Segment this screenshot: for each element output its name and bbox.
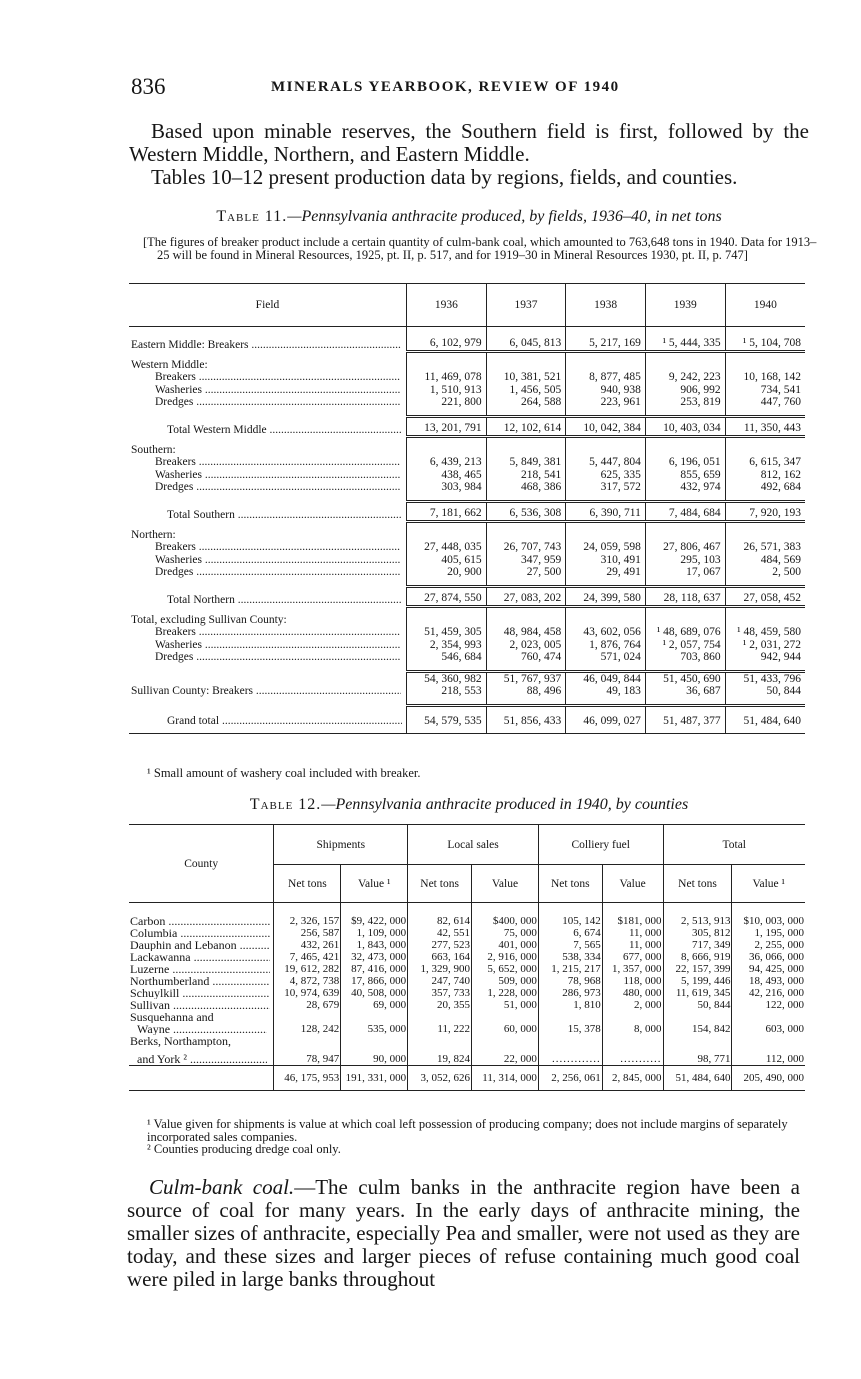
cell: 480, 000	[602, 987, 663, 999]
cell: 277, 523	[408, 939, 472, 951]
cell: 1, 810	[538, 999, 602, 1011]
cell: 2, 845, 000	[602, 1065, 663, 1090]
cell: 29, 491	[566, 566, 646, 579]
table-row	[129, 456, 805, 469]
cell: 812, 162	[725, 469, 805, 482]
table-row	[129, 371, 805, 384]
cell: 1, 109, 000	[341, 927, 408, 939]
table-row	[129, 951, 805, 963]
table-row	[129, 501, 805, 521]
row-label: Washeries .....	[155, 384, 400, 397]
cell: 51, 000	[472, 999, 539, 1011]
cell: 6, 615, 347	[725, 456, 805, 469]
cell: 2, 255, 000	[732, 939, 805, 951]
table-row	[129, 1023, 805, 1035]
cell: 10, 168, 142	[725, 371, 805, 384]
cell: 105, 142	[538, 915, 602, 927]
cell: 27, 058, 452	[725, 586, 805, 606]
cell: 2, 000	[602, 999, 663, 1011]
cell: 6, 536, 308	[486, 501, 566, 521]
cell: 43, 602, 056	[566, 626, 646, 639]
cell: 6, 102, 979	[407, 333, 487, 351]
county-name: Luzerne .....	[130, 963, 270, 975]
table11-label: Table 11.	[216, 208, 288, 225]
cell: $400, 000	[472, 915, 539, 927]
cell: 2, 916, 000	[472, 951, 539, 963]
cell: 2, 326, 157	[274, 915, 341, 927]
section-label: Western Middle:	[131, 358, 208, 371]
county-name: Northumberland .....	[130, 975, 270, 987]
cell: 42, 216, 000	[732, 987, 805, 999]
cell: 401, 000	[472, 939, 539, 951]
table11-caption: —Pennsylvania anthracite produced, by fields, 1936–40, in net tons	[287, 208, 722, 225]
intro-paragraph-1	[129, 120, 809, 166]
row-label: Total Western Middle .....	[167, 424, 402, 437]
cell: 734, 541	[725, 384, 805, 397]
cell: 942, 944	[725, 651, 805, 664]
table-row	[129, 614, 805, 627]
cell: 347, 959	[486, 554, 566, 567]
col-header-county: County	[129, 825, 274, 903]
table12-label: Table 12.	[249, 796, 322, 813]
cell: 11, 222	[408, 1023, 472, 1035]
cell: ¹ 5, 104, 708	[725, 333, 805, 351]
cell: 5, 652, 000	[472, 963, 539, 975]
cell: 20, 355	[408, 999, 472, 1011]
table11-footnote: ¹ Small amount of washery coal included with breaker.	[147, 766, 421, 780]
cell: ¹ 48, 459, 580	[725, 626, 805, 639]
row-label: Sullivan County: Breakers .....	[131, 685, 401, 698]
cell: 247, 740	[408, 975, 472, 987]
cell: 2, 256, 061	[538, 1065, 602, 1090]
cell: 509, 000	[472, 975, 539, 987]
cell: 717, 349	[663, 939, 732, 951]
section-label: Northern:	[131, 528, 176, 541]
table-row	[129, 529, 805, 542]
cell: 40, 508, 000	[341, 987, 408, 999]
cell: 11, 469, 078	[407, 371, 487, 384]
cell: 24, 059, 598	[566, 541, 646, 554]
cell: 625, 335	[566, 469, 646, 482]
cell: 7, 565	[538, 939, 602, 951]
col-header-net-tons: Net tons	[538, 865, 602, 903]
cell: 11, 350, 443	[725, 416, 805, 436]
cell: 7, 181, 662	[407, 501, 487, 521]
cell: 253, 819	[645, 396, 725, 409]
cell: 50, 844	[663, 999, 732, 1011]
table11-headnote: [The figures of breaker product include a certain quantity of culm-bank coal, which amounted to 763,648 tons in 1940. Data for 1913–25 will be found in Mineral Resources, 1925, pt. II, p. 517, and for 1919–30 in Mineral Resources 1930, pt. II, p. 747]	[143, 235, 817, 262]
cell: 677, 000	[602, 951, 663, 963]
cell: 305, 812	[663, 927, 732, 939]
cell: 855, 659	[645, 469, 725, 482]
cell: 492, 684	[725, 481, 805, 494]
table-row	[129, 541, 805, 554]
cell: 447, 760	[725, 396, 805, 409]
county-name: Susquehanna and	[130, 1011, 214, 1023]
cell: 10, 381, 521	[486, 371, 566, 384]
cell: 2, 500	[725, 566, 805, 579]
cell: 8, 877, 485	[566, 371, 646, 384]
cell: 11, 000	[602, 939, 663, 951]
table-row	[129, 333, 805, 351]
cell: 36, 066, 000	[732, 951, 805, 963]
county-name: Columbia .....	[130, 927, 270, 939]
table-row	[129, 554, 805, 567]
col-header-1937: 1937	[486, 284, 566, 327]
cell: 112, 000	[732, 1047, 805, 1065]
cell: 6, 390, 711	[566, 501, 646, 521]
cell: 94, 425, 000	[732, 963, 805, 975]
intro-paragraph-2	[129, 166, 809, 189]
row-label: Washeries .....	[155, 639, 400, 652]
cell: 1, 329, 900	[408, 963, 472, 975]
table-row	[129, 927, 805, 939]
cell: 405, 615	[407, 554, 487, 567]
cell: 295, 103	[645, 554, 725, 567]
cell: 5, 199, 446	[663, 975, 732, 987]
table-row	[129, 566, 805, 579]
cell: 8, 000	[602, 1023, 663, 1035]
cell: 6, 439, 213	[407, 456, 487, 469]
cell: 51, 459, 305	[407, 626, 487, 639]
section-label: Southern:	[131, 443, 176, 456]
cell: 32, 473, 000	[341, 951, 408, 963]
cell: 703, 860	[645, 651, 725, 664]
cell: 218, 553	[407, 685, 487, 698]
col-header-1938: 1938	[566, 284, 646, 327]
table-row	[129, 384, 805, 397]
table-row	[129, 939, 805, 951]
cell: 317, 572	[566, 481, 646, 494]
table-row	[129, 963, 805, 975]
cell: 27, 448, 035	[407, 541, 487, 554]
col-header-1939: 1939	[645, 284, 725, 327]
table-row	[129, 469, 805, 482]
cell: 221, 800	[407, 396, 487, 409]
cell: 256, 587	[274, 927, 341, 939]
col-header-value: Value	[472, 865, 539, 903]
table-row	[129, 1011, 805, 1023]
cell: 484, 569	[725, 554, 805, 567]
cell: 571, 024	[566, 651, 646, 664]
col-header-net-tons: Net tons	[274, 865, 341, 903]
row-label: Grand total .....	[167, 715, 402, 728]
row-label: Total Northern .....	[167, 594, 402, 607]
cell: 27, 500	[486, 566, 566, 579]
cell: 46, 099, 027	[566, 705, 646, 727]
cell: 51, 484, 640	[725, 705, 805, 727]
col-header-value: Value ¹	[732, 865, 805, 903]
cell: 54, 360, 982	[407, 671, 487, 685]
col-header-field: Field	[129, 284, 407, 327]
table12-caption: —Pennsylvania anthracite produced in 1940, by counties	[321, 796, 689, 813]
cell: 24, 399, 580	[566, 586, 646, 606]
cell: 6, 196, 051	[645, 456, 725, 469]
table12-footnote-2: ² Counties producing dredge coal only.	[147, 1142, 341, 1156]
cell: 122, 000	[732, 999, 805, 1011]
cell: 154, 842	[663, 1023, 732, 1035]
table-row	[129, 705, 805, 727]
cell: 2, 354, 993	[407, 639, 487, 652]
cell: 10, 042, 384	[566, 416, 646, 436]
page-header	[131, 74, 806, 106]
table-row	[129, 671, 805, 685]
cell: 88, 496	[486, 685, 566, 698]
cell: .............	[538, 1047, 602, 1065]
table12-title	[129, 796, 809, 814]
cell: 51, 487, 377	[645, 705, 725, 727]
cell: 26, 571, 383	[725, 541, 805, 554]
col-header-value: Value ¹	[341, 865, 408, 903]
cell: 27, 874, 550	[407, 586, 487, 606]
cell: 205, 490, 000	[732, 1065, 805, 1090]
row-label: Breakers .....	[155, 541, 400, 554]
cell: 54, 579, 535	[407, 705, 487, 727]
cell: 468, 386	[486, 481, 566, 494]
row-label: Breakers .....	[155, 456, 400, 469]
county-name: Carbon .....	[130, 915, 270, 927]
cell: 60, 000	[472, 1023, 539, 1035]
cell: 1, 843, 000	[341, 939, 408, 951]
cell: 75, 000	[472, 927, 539, 939]
table-row	[129, 481, 805, 494]
cell: 11, 000	[602, 927, 663, 939]
county-name: Sullivan .....	[130, 999, 270, 1011]
cell: 603, 000	[732, 1023, 805, 1035]
cell: $10, 003, 000	[732, 915, 805, 927]
cell: 535, 000	[341, 1023, 408, 1035]
table-row	[129, 685, 805, 698]
table-row	[129, 359, 805, 372]
culm-bank-heading: Culm-bank coal.	[149, 1175, 295, 1199]
row-label: Washeries .....	[155, 554, 400, 567]
col-header-shipments: Shipments	[274, 825, 408, 865]
intro-text-1: Based upon minable reserves, the Southern field is first, followed by the Western Middle, Northern, and Eastern Middle.	[129, 119, 809, 166]
table-row	[129, 444, 805, 457]
table11-header-row	[129, 284, 805, 327]
cell: 1, 195, 000	[732, 927, 805, 939]
cell: 82, 614	[408, 915, 472, 927]
table-row	[129, 651, 805, 664]
cell: 11, 314, 000	[472, 1065, 539, 1090]
table-row	[129, 586, 805, 606]
col-header-local-sales: Local sales	[408, 825, 539, 865]
cell: 1, 357, 000	[602, 963, 663, 975]
row-label: Dredges .....	[155, 481, 400, 494]
table-row	[129, 987, 805, 999]
cell: 357, 733	[408, 987, 472, 999]
intro-text-2: Tables 10–12 present production data by regions, fields, and counties.	[151, 165, 738, 189]
table-row	[129, 999, 805, 1011]
cell: 7, 484, 684	[645, 501, 725, 521]
table-row	[129, 915, 805, 927]
cell: $181, 000	[602, 915, 663, 927]
col-header-colliery-fuel: Colliery fuel	[538, 825, 663, 865]
cell: 20, 900	[407, 566, 487, 579]
cell: 1, 876, 764	[566, 639, 646, 652]
col-header-net-tons: Net tons	[663, 865, 732, 903]
cell: 5, 217, 169	[566, 333, 646, 351]
cell: 432, 974	[645, 481, 725, 494]
row-label: Dredges .....	[155, 396, 400, 409]
table-row	[129, 1035, 805, 1047]
cell: 310, 491	[566, 554, 646, 567]
cell: 27, 083, 202	[486, 586, 566, 606]
cell: 1, 215, 217	[538, 963, 602, 975]
table-row	[129, 975, 805, 987]
row-label: Breakers .....	[155, 626, 400, 639]
running-head: MINERALS YEARBOOK, REVIEW OF 1940	[271, 79, 620, 95]
cell: 303, 984	[407, 481, 487, 494]
cell: 10, 974, 639	[274, 987, 341, 999]
cell: 128, 242	[274, 1023, 341, 1035]
cell: 17, 067	[645, 566, 725, 579]
cell: 191, 331, 000	[341, 1065, 408, 1090]
county-name: Berks, Northampton,	[130, 1035, 231, 1047]
cell: 1, 228, 000	[472, 987, 539, 999]
cell: 46, 049, 844	[566, 671, 646, 685]
cell: ...........	[602, 1047, 663, 1065]
cell: 5, 447, 804	[566, 456, 646, 469]
table11	[129, 283, 805, 734]
cell: 22, 157, 399	[663, 963, 732, 975]
cell: 432, 261	[274, 939, 341, 951]
cell: 51, 433, 796	[725, 671, 805, 685]
cell: 663, 164	[408, 951, 472, 963]
table12-total-row	[129, 1065, 805, 1090]
county-name: Wayne .....	[137, 1023, 267, 1035]
county-name: Lackawanna .....	[130, 951, 270, 963]
page-number: 836	[131, 74, 166, 99]
table-row	[129, 1047, 805, 1065]
cell: 4, 872, 738	[274, 975, 341, 987]
cell: 51, 450, 690	[645, 671, 725, 685]
section-label: Total, excluding Sullivan County:	[131, 613, 287, 626]
cell: ¹ 48, 689, 076	[645, 626, 725, 639]
cell: ¹ 2, 031, 272	[725, 639, 805, 652]
culm-bank-paragraph	[127, 1176, 800, 1291]
table11-title	[129, 208, 809, 226]
cell: 17, 866, 000	[341, 975, 408, 987]
cell: 118, 000	[602, 975, 663, 987]
cell: 36, 687	[645, 685, 725, 698]
cell: 13, 201, 791	[407, 416, 487, 436]
cell: 87, 416, 000	[341, 963, 408, 975]
row-label: Dredges .....	[155, 566, 400, 579]
cell: 7, 920, 193	[725, 501, 805, 521]
cell: 2, 513, 913	[663, 915, 732, 927]
county-name: Schuylkill .....	[130, 987, 270, 999]
cell: 28, 679	[274, 999, 341, 1011]
cell: 69, 000	[341, 999, 408, 1011]
cell: ¹ 2, 057, 754	[645, 639, 725, 652]
cell: 9, 242, 223	[645, 371, 725, 384]
cell: 6, 674	[538, 927, 602, 939]
cell: 12, 102, 614	[486, 416, 566, 436]
cell: $9, 422, 000	[341, 915, 408, 927]
cell: 5, 849, 381	[486, 456, 566, 469]
cell: ¹ 5, 444, 335	[645, 333, 725, 351]
cell: 906, 992	[645, 384, 725, 397]
cell: 2, 023, 005	[486, 639, 566, 652]
culm-bank-text: —The culm banks in the anthracite region have been a source of coal for many years. In the early days of anthracite mining, the smaller sizes of anthracite, especially Pea and smaller, were not used as they are today, and these sizes and larger pieces of refuse containing much good coal were piled in large banks throughout	[127, 1175, 800, 1291]
col-header-net-tons: Net tons	[408, 865, 472, 903]
cell: 51, 484, 640	[663, 1065, 732, 1090]
row-label: Total Southern .....	[167, 509, 402, 522]
cell: 760, 474	[486, 651, 566, 664]
cell: 27, 806, 467	[645, 541, 725, 554]
cell: 28, 118, 637	[645, 586, 725, 606]
cell: 15, 378	[538, 1023, 602, 1035]
cell: 49, 183	[566, 685, 646, 698]
cell: 1, 456, 505	[486, 384, 566, 397]
row-label: Breakers .....	[155, 371, 400, 384]
cell: 8, 666, 919	[663, 951, 732, 963]
cell: 22, 000	[472, 1047, 539, 1065]
cell: 26, 707, 743	[486, 541, 566, 554]
cell: 98, 771	[663, 1047, 732, 1065]
cell: 11, 619, 345	[663, 987, 732, 999]
cell: 42, 551	[408, 927, 472, 939]
table-row	[129, 639, 805, 652]
cell: 218, 541	[486, 469, 566, 482]
col-header-1940: 1940	[725, 284, 805, 327]
cell: 940, 938	[566, 384, 646, 397]
cell: 18, 493, 000	[732, 975, 805, 987]
cell: 438, 465	[407, 469, 487, 482]
county-name: and York ² .....	[137, 1053, 267, 1065]
col-header-1936: 1936	[407, 284, 487, 327]
table-row	[129, 416, 805, 436]
table12-group-header-row	[129, 825, 805, 865]
cell: 538, 334	[538, 951, 602, 963]
cell: 6, 045, 813	[486, 333, 566, 351]
cell: 50, 844	[725, 685, 805, 698]
cell: 90, 000	[341, 1047, 408, 1065]
row-label: Dredges .....	[155, 651, 400, 664]
cell: 223, 961	[566, 396, 646, 409]
cell: 48, 984, 458	[486, 626, 566, 639]
cell: 286, 973	[538, 987, 602, 999]
table12-footnote-1: ¹ Value given for shipments is value at which coal left possession of producing company; does not include margins of separately incorporated sales companies.	[147, 1117, 788, 1144]
cell: 51, 767, 937	[486, 671, 566, 685]
cell: 19, 612, 282	[274, 963, 341, 975]
cell: 51, 856, 433	[486, 705, 566, 727]
cell: 7, 465, 421	[274, 951, 341, 963]
table-row	[129, 626, 805, 639]
cell: 264, 588	[486, 396, 566, 409]
cell: 78, 968	[538, 975, 602, 987]
row-label: Washeries .....	[155, 469, 400, 482]
cell: 546, 684	[407, 651, 487, 664]
table-row	[129, 396, 805, 409]
county-name: Dauphin and Lebanon .....	[130, 939, 270, 951]
cell: 46, 175, 953	[274, 1065, 341, 1090]
cell: 78, 947	[274, 1047, 341, 1065]
cell: 3, 052, 626	[408, 1065, 472, 1090]
table12	[129, 824, 805, 1091]
col-header-value: Value	[602, 865, 663, 903]
cell: 10, 403, 034	[645, 416, 725, 436]
cell: 19, 824	[408, 1047, 472, 1065]
col-header-total: Total	[663, 825, 805, 865]
row-label: Eastern Middle: Breakers .....	[131, 339, 401, 352]
cell: 1, 510, 913	[407, 384, 487, 397]
